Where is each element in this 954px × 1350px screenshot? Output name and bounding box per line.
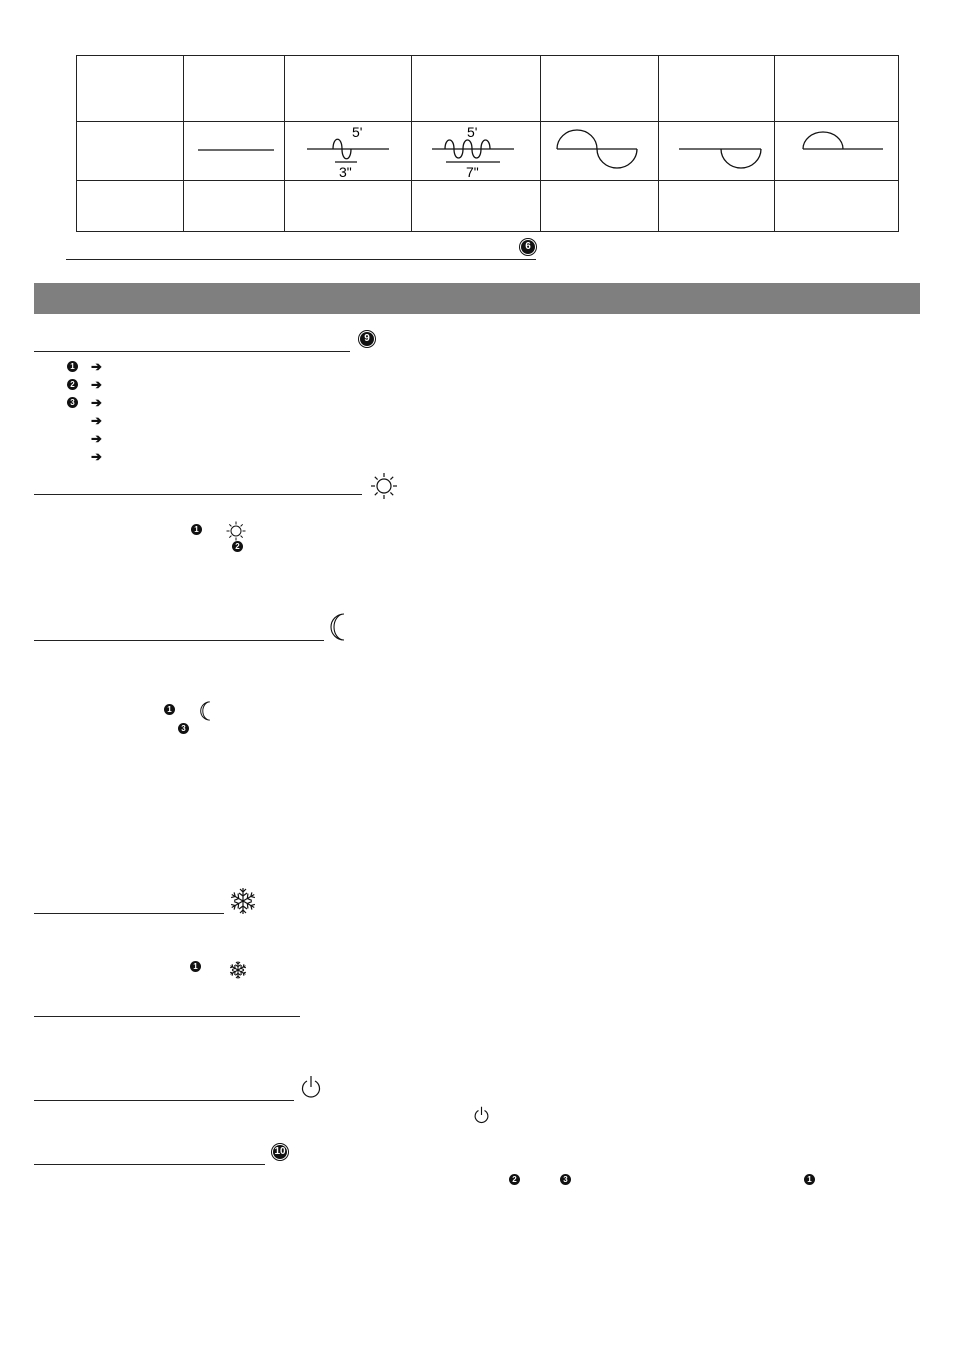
flat-line-symbol [184,122,284,180]
heading-underline [34,494,362,495]
moon-marker-1: 1 [164,704,175,715]
table-cell [412,181,541,232]
list-marker-3: 3 [67,397,78,408]
heading-underline [34,1016,300,1017]
heading-underline [34,913,224,914]
heading-underline [34,1164,265,1165]
section-header-band [34,283,920,314]
power-icon [301,1074,321,1100]
table-cell [775,56,899,122]
moon-icon [200,700,214,722]
long-wave-symbol [412,122,540,180]
table-cell [285,56,412,122]
lower-half-wave-cell [659,122,775,181]
table-cell [77,181,184,232]
long-wave-bottom-label: 7" [466,164,479,180]
moon-marker-3: 3 [178,723,189,734]
heading-underline [66,259,536,260]
table-cell [285,181,412,232]
upper-half-wave-cell [775,122,899,181]
table-cell [77,122,184,181]
short-wave-bottom-label: 3" [339,164,352,180]
sun-marker-2: 2 [232,541,243,552]
arrow-icon: ➔ [91,413,102,428]
list-marker-2: 2 [67,379,78,390]
sun-icon [370,472,398,500]
snowflake-icon [228,886,258,916]
sun-marker-1: 1 [191,524,202,535]
table-cell [541,56,659,122]
full-wave-cell [541,122,659,181]
heading-underline [34,1100,294,1101]
power-icon [474,1105,489,1125]
table-cell [77,56,184,122]
upper-half-wave-symbol [775,122,898,180]
table-cell [659,181,775,232]
snowflake-icon [228,960,248,980]
heading-marker-9: 9 [360,332,374,346]
snow-marker-1: 1 [190,961,201,972]
inline-marker-2: 2 [509,1174,520,1185]
long-wave-cell [412,122,541,181]
table-cell [775,181,899,232]
arrow-icon: ➔ [91,431,102,446]
table-cell [541,181,659,232]
long-wave-top-label: 5' [467,124,478,140]
short-wave-symbol [285,122,411,180]
table-cell [659,56,775,122]
table-cell [412,56,541,122]
arrow-icon: ➔ [91,377,102,392]
arrow-icon: ➔ [91,359,102,374]
flat-line-cell [184,122,285,181]
moon-icon [330,613,350,641]
heading-marker-10: 10 [274,1146,286,1157]
table-cell [184,181,285,232]
lower-half-wave-symbol [659,122,774,180]
wave-pattern-table [76,55,899,232]
heading-underline [34,351,350,352]
arrow-icon: ➔ [91,449,102,464]
inline-marker-3: 3 [560,1174,571,1185]
sun-icon [226,521,246,541]
table-cell [184,56,285,122]
heading-underline [34,640,324,641]
full-wave-symbol [541,122,658,180]
short-wave-top-label: 5' [352,124,363,140]
arrow-icon: ➔ [91,395,102,410]
heading-marker-6: 6 [521,240,535,254]
inline-marker-1: 1 [804,1174,815,1185]
short-wave-cell [285,122,412,181]
list-marker-1: 1 [67,361,78,372]
